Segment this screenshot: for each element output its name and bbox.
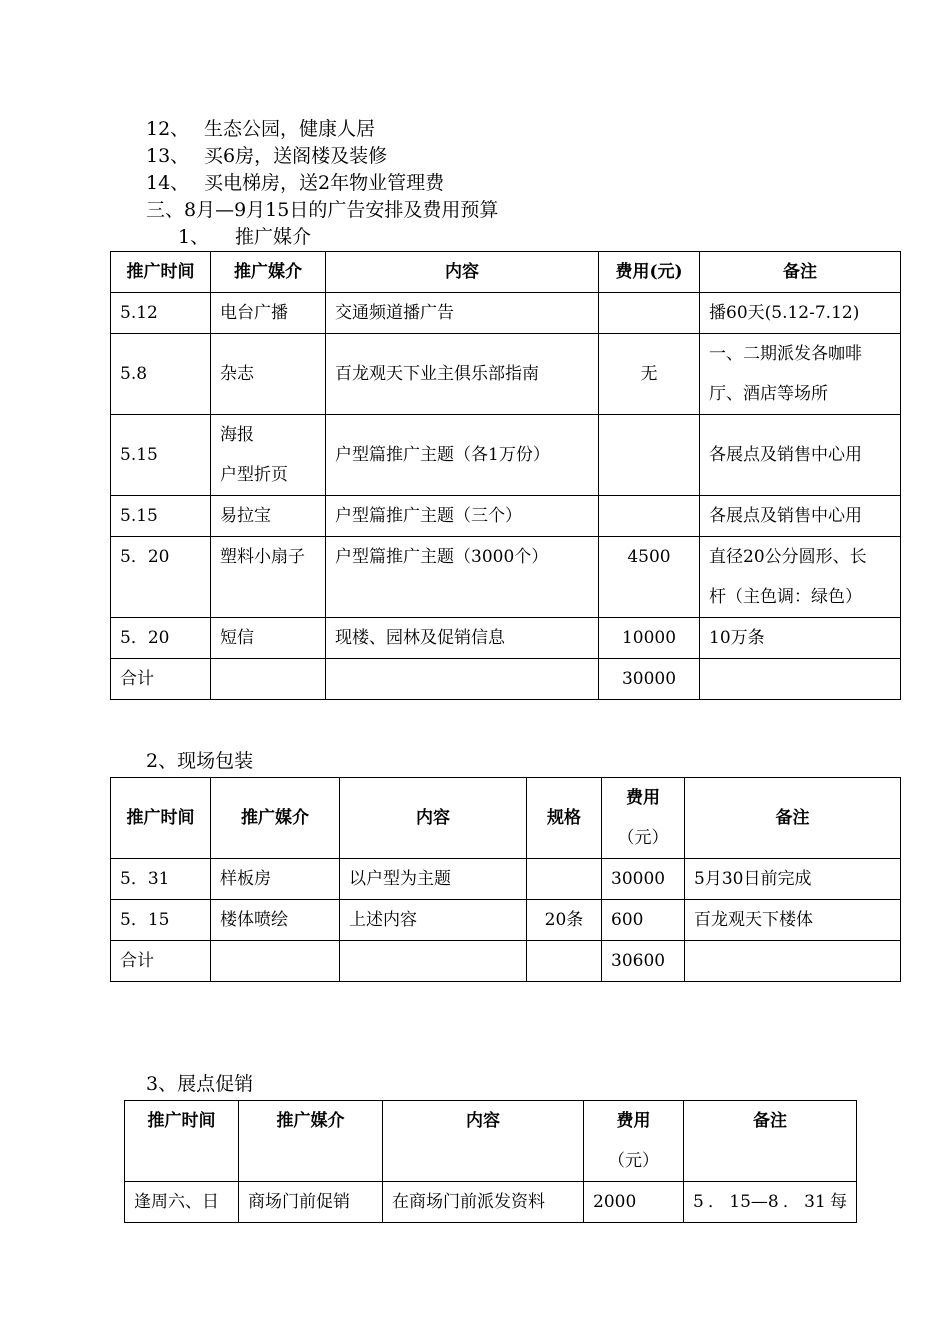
table-total-row	[111, 659, 901, 700]
header-line: （元）	[617, 828, 669, 848]
header-cell: 内容	[326, 252, 599, 293]
cell-cost: 10000	[599, 618, 700, 659]
cell-media: 短信	[211, 618, 326, 659]
header-cell: 备注	[684, 1101, 857, 1182]
cell-media	[211, 659, 326, 700]
header-cell	[584, 1101, 684, 1182]
table-header-row	[125, 1101, 857, 1182]
table-row	[111, 415, 901, 496]
cell-cost: 600	[602, 900, 685, 941]
cell-note	[685, 941, 901, 982]
header-cell: 推广媒介	[211, 252, 326, 293]
cell-time: 5．15	[111, 900, 211, 941]
cell-media: 塑料小扇子	[211, 537, 326, 618]
cell-note-line: 杆（主色调：绿色）	[709, 587, 862, 607]
list-number: 12、	[146, 118, 190, 140]
cell-media: 杂志	[211, 334, 326, 415]
cell-time: 5.12	[111, 293, 211, 334]
list-text: 买6房，送阁楼及装修	[204, 145, 388, 167]
cell-media: 商场门前促销	[239, 1182, 383, 1223]
cell-cost: 30000	[602, 859, 685, 900]
section-heading: 三、8月—9月15日的广告安排及费用预算	[146, 199, 499, 221]
cell-content: 户型篇推广主题（三个）	[326, 496, 599, 537]
cell-spec	[527, 859, 602, 900]
subsection-number: 1、	[178, 226, 210, 248]
header-cell: 推广媒介	[239, 1101, 383, 1182]
header-line: 费用	[626, 788, 660, 808]
cell-content: 现楼、园林及促销信息	[326, 618, 599, 659]
cell-cost: 30000	[599, 659, 700, 700]
cell-cost: 2000	[584, 1182, 684, 1223]
cell-content: 上述内容	[340, 900, 527, 941]
cell-cost	[599, 415, 700, 496]
cell-note	[700, 537, 901, 618]
header-cell	[602, 778, 685, 859]
cell-time: 5．20	[111, 618, 211, 659]
header-cell: 推广时间	[125, 1101, 239, 1182]
cell-note: 各展点及销售中心用	[700, 415, 901, 496]
table-row	[125, 1182, 857, 1223]
cell-spec	[527, 941, 602, 982]
header-line: 费用	[616, 1111, 651, 1131]
header-cell: 推广媒介	[211, 778, 340, 859]
cell-cost	[599, 496, 700, 537]
cell-content: 交通频道播广告	[326, 293, 599, 334]
cell-note: 10万条	[700, 618, 901, 659]
cell-time: 5．20	[111, 537, 211, 618]
list-number: 13、	[146, 145, 190, 167]
cell-content: 户型篇推广主题（各1万份）	[326, 415, 599, 496]
table-header-row	[111, 252, 901, 293]
cell-media	[211, 415, 326, 496]
cell-content: 户型篇推广主题（3000个）	[326, 537, 599, 618]
cell-note: 5月30日前完成	[685, 859, 901, 900]
table-row	[111, 900, 901, 941]
cell-media: 易拉宝	[211, 496, 326, 537]
cell-note	[700, 659, 901, 700]
cell-note: 百龙观天下楼体	[685, 900, 901, 941]
cell-content: 在商场门前派发资料	[383, 1182, 584, 1223]
subsection-heading-onsite: 2、现场包装	[146, 750, 254, 772]
table-header-row	[111, 778, 901, 859]
list-item-13	[146, 143, 387, 169]
subsection-heading-media	[178, 224, 311, 250]
cell-media	[211, 941, 340, 982]
header-cell: 备注	[700, 252, 901, 293]
subsection-heading-promotion: 3、展点促销	[146, 1073, 254, 1095]
cell-content	[340, 941, 527, 982]
cell-content: 百龙观天下业主俱乐部指南	[326, 334, 599, 415]
cell-note-line: 一、二期派发各咖啡	[709, 344, 862, 364]
header-cell: 规格	[527, 778, 602, 859]
header-cell: 费用(元)	[599, 252, 700, 293]
cell-media: 样板房	[211, 859, 340, 900]
cell-note: 5．15—8．31每	[684, 1182, 857, 1223]
onsite-packaging-table	[110, 777, 901, 982]
cell-time: 合计	[111, 659, 211, 700]
table-row	[111, 859, 901, 900]
table-total-row	[111, 941, 901, 982]
header-cell: 推广时间	[111, 778, 211, 859]
table-row	[111, 618, 901, 659]
media-budget-table	[110, 251, 901, 700]
cell-media-line: 海报	[220, 425, 254, 445]
list-number: 14、	[146, 172, 190, 194]
cell-time: 5.15	[111, 415, 211, 496]
header-cell: 备注	[685, 778, 901, 859]
cell-media: 楼体喷绘	[211, 900, 340, 941]
cell-time: 合计	[111, 941, 211, 982]
cell-time: 5.15	[111, 496, 211, 537]
cell-cost: 4500	[599, 537, 700, 618]
cell-content	[326, 659, 599, 700]
cell-cost: 30600	[602, 941, 685, 982]
exhibition-promotion-table	[124, 1100, 857, 1223]
cell-note	[700, 334, 901, 415]
header-cell: 内容	[340, 778, 527, 859]
cell-media: 电台广播	[211, 293, 326, 334]
header-cell: 推广时间	[111, 252, 211, 293]
list-item-12	[146, 116, 375, 142]
cell-time: 5.8	[111, 334, 211, 415]
list-text: 生态公园，健康人居	[204, 118, 376, 140]
cell-media-line: 户型折页	[220, 465, 288, 485]
cell-note: 各展点及销售中心用	[700, 496, 901, 537]
list-item-14	[146, 170, 444, 196]
cell-note: 播60天(5.12-7.12)	[700, 293, 901, 334]
table-row	[111, 293, 901, 334]
cell-spec: 20条	[527, 900, 602, 941]
cell-content: 以户型为主题	[340, 859, 527, 900]
header-line: （元）	[608, 1151, 659, 1171]
header-cell: 内容	[383, 1101, 584, 1182]
cell-note-line: 直径20公分圆形、长	[709, 547, 867, 567]
cell-time: 逢周六、日	[125, 1182, 239, 1223]
table-row	[111, 334, 901, 415]
cell-cost: 无	[599, 334, 700, 415]
table-row	[111, 537, 901, 618]
cell-time: 5．31	[111, 859, 211, 900]
subsection-title: 推广媒介	[235, 226, 312, 248]
cell-note-line: 厅、酒店等场所	[709, 384, 828, 404]
table-row	[111, 496, 901, 537]
cell-cost	[599, 293, 700, 334]
list-text: 买电梯房，送2年物业管理费	[204, 172, 445, 194]
